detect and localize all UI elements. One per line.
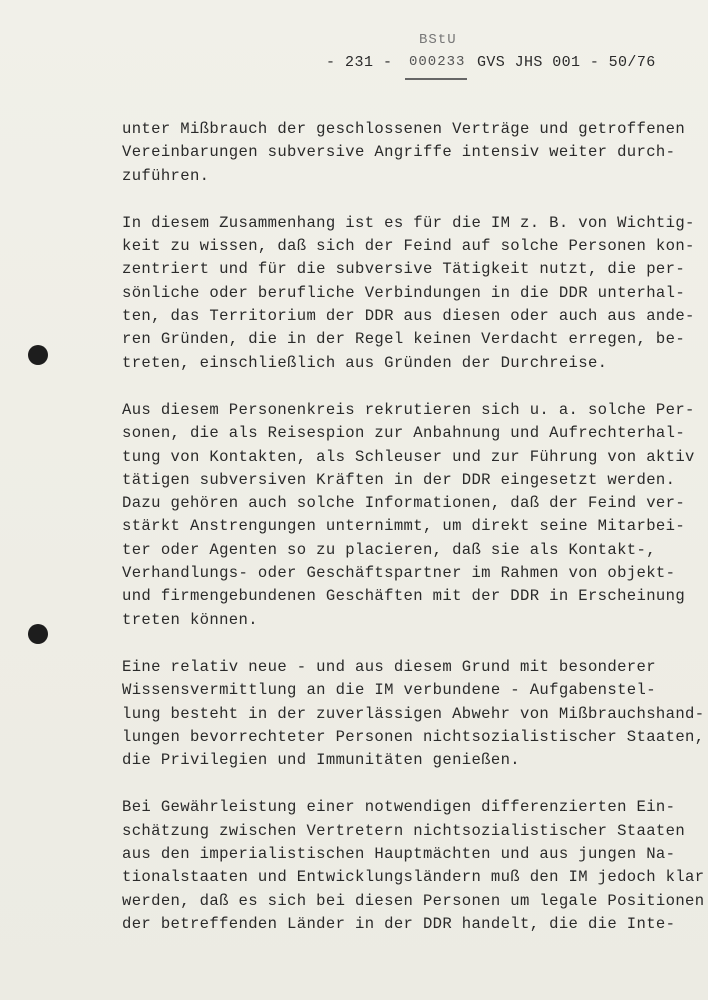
paragraph — [122, 796, 705, 936]
paragraph — [122, 118, 686, 188]
text-line: tung von Kontakten, als Schleuser und zur Führung von aktiv — [122, 447, 695, 466]
text-line: Aus diesem Personenkreis rekrutieren sich u. a. solche Per- — [122, 400, 695, 419]
text-line: treten können. — [122, 610, 258, 629]
text-line: zentriert und für die subversive Tätigkeit nutzt, die per- — [122, 260, 686, 279]
text-line: der betreffenden Länder in der DDR handelt, die die Inte- — [122, 914, 676, 933]
text-line: ten, das Territorium der DDR aus diesen oder auch aus ande- — [122, 307, 695, 326]
text-line: und firmengebundenen Geschäften mit der DDR in Erscheinung — [122, 587, 686, 606]
page-number: - 231 - — [326, 54, 393, 71]
stamp-underline — [405, 78, 467, 80]
text-line: schätzung zwischen Vertretern nichtsozialistischer Staaten — [122, 821, 686, 840]
text-line: sönliche oder berufliche Verbindungen in die DDR unterhal- — [122, 283, 686, 302]
text-line: Vereinbarungen subversive Angriffe intensiv weiter durch- — [122, 143, 676, 162]
archive-stamp — [405, 32, 475, 102]
text-line: Verhandlungs- oder Geschäftspartner im Rahmen von objekt- — [122, 564, 676, 583]
page-header — [0, 32, 708, 90]
text-line: aus den imperialistischen Hauptmächten und aus jungen Na- — [122, 845, 676, 864]
punch-hole-icon — [28, 345, 48, 365]
stamp-label: BStU — [419, 32, 457, 48]
paragraph — [122, 212, 695, 375]
text-line: lung besteht in der zuverlässigen Abwehr von Mißbrauchshand- — [122, 704, 705, 723]
text-line: ren Gründen, die in der Regel keinen Verdacht erregen, be- — [122, 330, 686, 349]
text-line: treten, einschließlich aus Gründen der Durchreise. — [122, 353, 608, 372]
text-line: Dazu gehören auch solche Informationen, daß der Feind ver- — [122, 494, 686, 513]
text-line: tätigen subversiven Kräften in der DDR eingesetzt werden. — [122, 470, 676, 489]
stamp-number: 000233 — [409, 54, 466, 70]
text-line: ter oder Agenten so zu placieren, daß sie als Kontakt-, — [122, 540, 656, 559]
text-line: werden, daß es sich bei diesen Personen um legale Positionen — [122, 891, 705, 910]
punch-hole-icon — [28, 624, 48, 644]
text-line: lungen bevorrechteter Personen nichtsozialistischer Staaten, — [122, 727, 705, 746]
body-text — [122, 118, 705, 960]
text-line: Bei Gewährleistung einer notwendigen differenzierten Ein- — [122, 798, 676, 817]
text-line: tionalstaaten und Entwicklungsländern muß den IM jedoch klar — [122, 868, 705, 887]
text-line: Wissensvermittlung an die IM verbundene - Aufgabenstel- — [122, 681, 656, 700]
text-line: sonen, die als Reisespion zur Anbahnung und Aufrechterhal- — [122, 424, 686, 443]
text-line: unter Mißbrauch der geschlossenen Verträge und getroffenen — [122, 120, 686, 138]
paragraph — [122, 656, 705, 772]
text-line: zuführen. — [122, 166, 210, 185]
text-line: keit zu wissen, daß sich der Feind auf solche Personen kon- — [122, 237, 695, 256]
document-reference: GVS JHS 001 - 50/76 — [477, 54, 656, 71]
text-line: Eine relativ neue - und aus diesem Grund mit besonderer — [122, 657, 656, 676]
text-line: stärkt Anstrengungen unternimmt, um direkt seine Mitarbei- — [122, 517, 686, 536]
text-line: In diesem Zusammenhang ist es für die IM z. B. von Wichtig- — [122, 213, 695, 232]
paragraph — [122, 399, 695, 632]
text-line: die Privilegien und Immunitäten genießen. — [122, 751, 521, 770]
